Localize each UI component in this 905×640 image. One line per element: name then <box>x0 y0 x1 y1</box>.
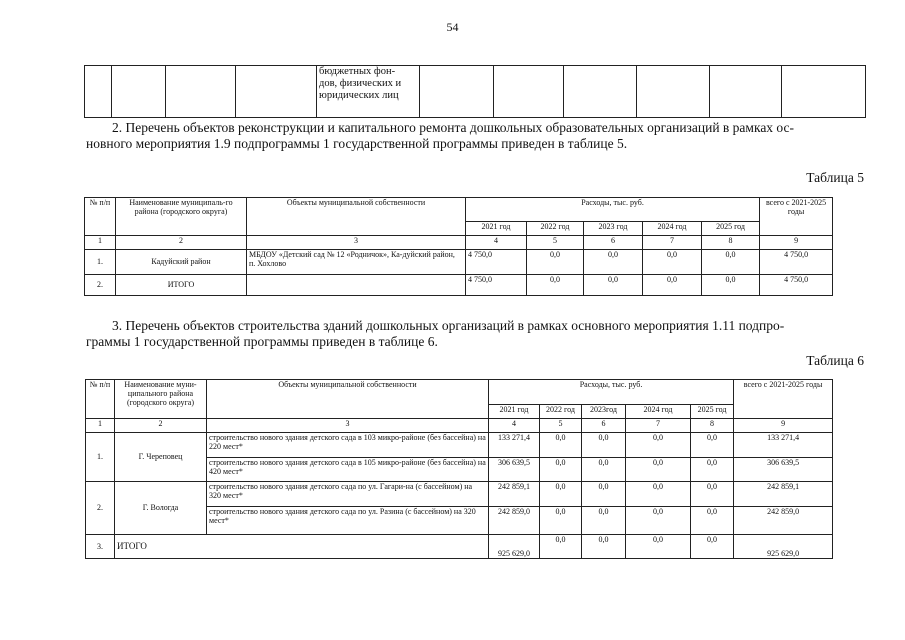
index-row: 1 2 3 4 5 6 7 8 9 <box>85 236 833 250</box>
header-district: Наименование муни-ципального района (городского округа) <box>115 380 207 419</box>
paragraph-2: 2. Перечень объектов реконструкции и капитального ремонта дошкольных образовательных организаций в рамках ос- новного мероприятия 1.9 подпрограммы 1 государственной программы приведен в таблице 5. <box>86 120 795 151</box>
table-row: строительство нового здания детского сада по ул. Разина (с бассейном) на 320 мест* 242 859,0 0,0 0,0 0,0 0,0 242 859,0 <box>86 507 833 535</box>
header-year: 2024 год <box>626 405 691 419</box>
header-year: 2021 год <box>466 222 527 236</box>
header-num: № п/п <box>86 380 115 419</box>
table-row: 1. Кадуйский район МБДОУ «Детский сад № 12 «Родничок», Ка-дуйский район, п. Хохлово 4 750,0 0,0 0,0 0,0 0,0 4 750,0 <box>85 250 833 275</box>
continuation-cell: бюджетных фон- дов, физических и юридических лиц <box>317 66 420 118</box>
header-objects: Объекты муниципальной собственности <box>207 380 489 419</box>
header-expenses: Расходы, тыс. руб. <box>489 380 734 405</box>
header-objects: Объекты муниципальной собственности <box>247 198 466 236</box>
header-year: 2022 год <box>540 405 582 419</box>
header-year: 2022 год <box>527 222 584 236</box>
index-row: 1 2 3 4 5 6 7 8 9 <box>86 419 833 433</box>
header-year: 2025 год <box>702 222 760 236</box>
header-num: № п/п <box>85 198 116 236</box>
header-total: всего с 2021-2025 годы <box>760 198 833 236</box>
header-district: Наименование муниципаль-го района (городского округа) <box>116 198 247 236</box>
page-number: 54 <box>446 20 459 34</box>
header-year: 2023 год <box>584 222 643 236</box>
table-row: строительство нового здания детского сада в 105 микро-районе (без бассейна) на 420 мест* 306 639,5 0,0 0,0 0,0 0,0 306 639,5 <box>86 458 833 482</box>
table-6 <box>85 379 833 559</box>
table-row: 2. ИТОГО 4 750,0 0,0 0,0 0,0 0,0 4 750,0 <box>85 275 833 296</box>
total-row: 3. ИТОГО 925 629,0 0,0 0,0 0,0 0,0 925 629,0 <box>86 535 833 559</box>
table-row: 2. Г. Вологда строительство нового здания детского сада по ул. Гагари-на (с бассейном) на 320 мест* 242 859,1 0,0 0,0 0,0 0,0 242 859,1 <box>86 482 833 507</box>
table-row: 1. Г. Череповец строительство нового здания детского сада в 103 микро-районе (без бассейна) на 220 мест* 133 271,4 0,0 0,0 0,0 0,0 133 271,4 <box>86 433 833 458</box>
continuation-table <box>84 65 866 118</box>
header-year: 2024 год <box>643 222 702 236</box>
paragraph-3: 3. Перечень объектов строительства зданий дошкольных организаций в рамках основного мероприятия 1.11 подпро- граммы 1 государственной программы приведен в таблице 6. <box>86 318 785 349</box>
header-total: всего с 2021-2025 годы <box>734 380 833 419</box>
header-year: 2023год <box>582 405 626 419</box>
header-expenses: Расходы, тыс. руб. <box>466 198 760 222</box>
header-year: 2021 год <box>489 405 540 419</box>
header-year: 2025 год <box>691 405 734 419</box>
table5-caption: Таблица 5 <box>806 170 864 185</box>
table6-caption: Таблица 6 <box>806 353 864 368</box>
table-5 <box>84 197 833 296</box>
